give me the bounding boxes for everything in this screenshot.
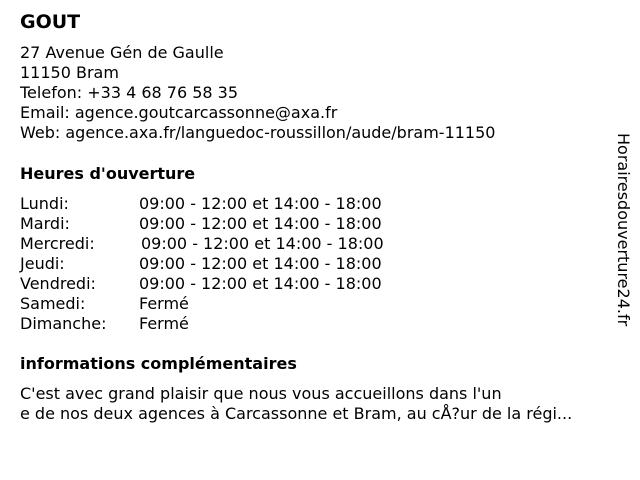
contact-block	[20, 43, 495, 143]
email-label: Email:	[20, 103, 75, 122]
day-hours: 09:00 - 12:00 et 14:00 - 18:00	[141, 234, 384, 253]
hours-row-saturday	[20, 294, 384, 314]
hours-heading: Heures d'ouverture	[20, 164, 196, 183]
web-value: agence.axa.fr/languedoc-roussillon/aude/bram-11150	[65, 123, 496, 142]
business-name: GOUT	[20, 11, 81, 33]
info-heading: informations complémentaires	[20, 354, 297, 373]
day-label: Mardi:	[20, 214, 70, 233]
day-label: Lundi:	[20, 194, 69, 213]
info-line-2: e de nos deux agences à Carcassonne et Bram, au cÅ?ur de la régi...	[20, 404, 573, 423]
hours-row-monday	[20, 194, 384, 214]
web-label: Web:	[20, 123, 66, 142]
day-label: Jeudi:	[20, 254, 65, 273]
email-line	[20, 103, 495, 123]
day-label: Dimanche:	[20, 314, 107, 333]
site-watermark: Horairesdouverture24.fr	[614, 133, 633, 327]
day-hours: 09:00 - 12:00 et 14:00 - 18:00	[139, 214, 382, 233]
hours-row-friday	[20, 274, 384, 294]
hours-row-wednesday	[20, 234, 384, 254]
info-line-1: C'est avec grand plaisir que nous vous accueillons dans l'un	[20, 384, 502, 403]
day-label: Samedi:	[20, 294, 86, 313]
opening-hours-table	[20, 194, 384, 334]
day-label: Mercredi:	[20, 234, 95, 253]
day-hours: Fermé	[139, 294, 189, 313]
phone-line: Telefon: +33 4 68 76 58 35	[20, 83, 239, 102]
info-description	[20, 384, 630, 424]
day-label: Vendredi:	[20, 274, 96, 293]
address-line-city: 11150 Bram	[20, 63, 119, 82]
day-hours: 09:00 - 12:00 et 14:00 - 18:00	[139, 274, 382, 293]
day-hours: 09:00 - 12:00 et 14:00 - 18:00	[139, 194, 382, 213]
hours-row-tuesday	[20, 214, 384, 234]
email-value: agence.goutcarcassonne@axa.fr	[74, 103, 338, 122]
web-line	[20, 123, 495, 143]
hours-row-thursday	[20, 254, 384, 274]
day-hours: 09:00 - 12:00 et 14:00 - 18:00	[139, 254, 382, 273]
hours-row-sunday	[20, 314, 384, 334]
address-line-street: 27 Avenue Gén de Gaulle	[20, 43, 224, 62]
day-hours: Fermé	[139, 314, 189, 333]
